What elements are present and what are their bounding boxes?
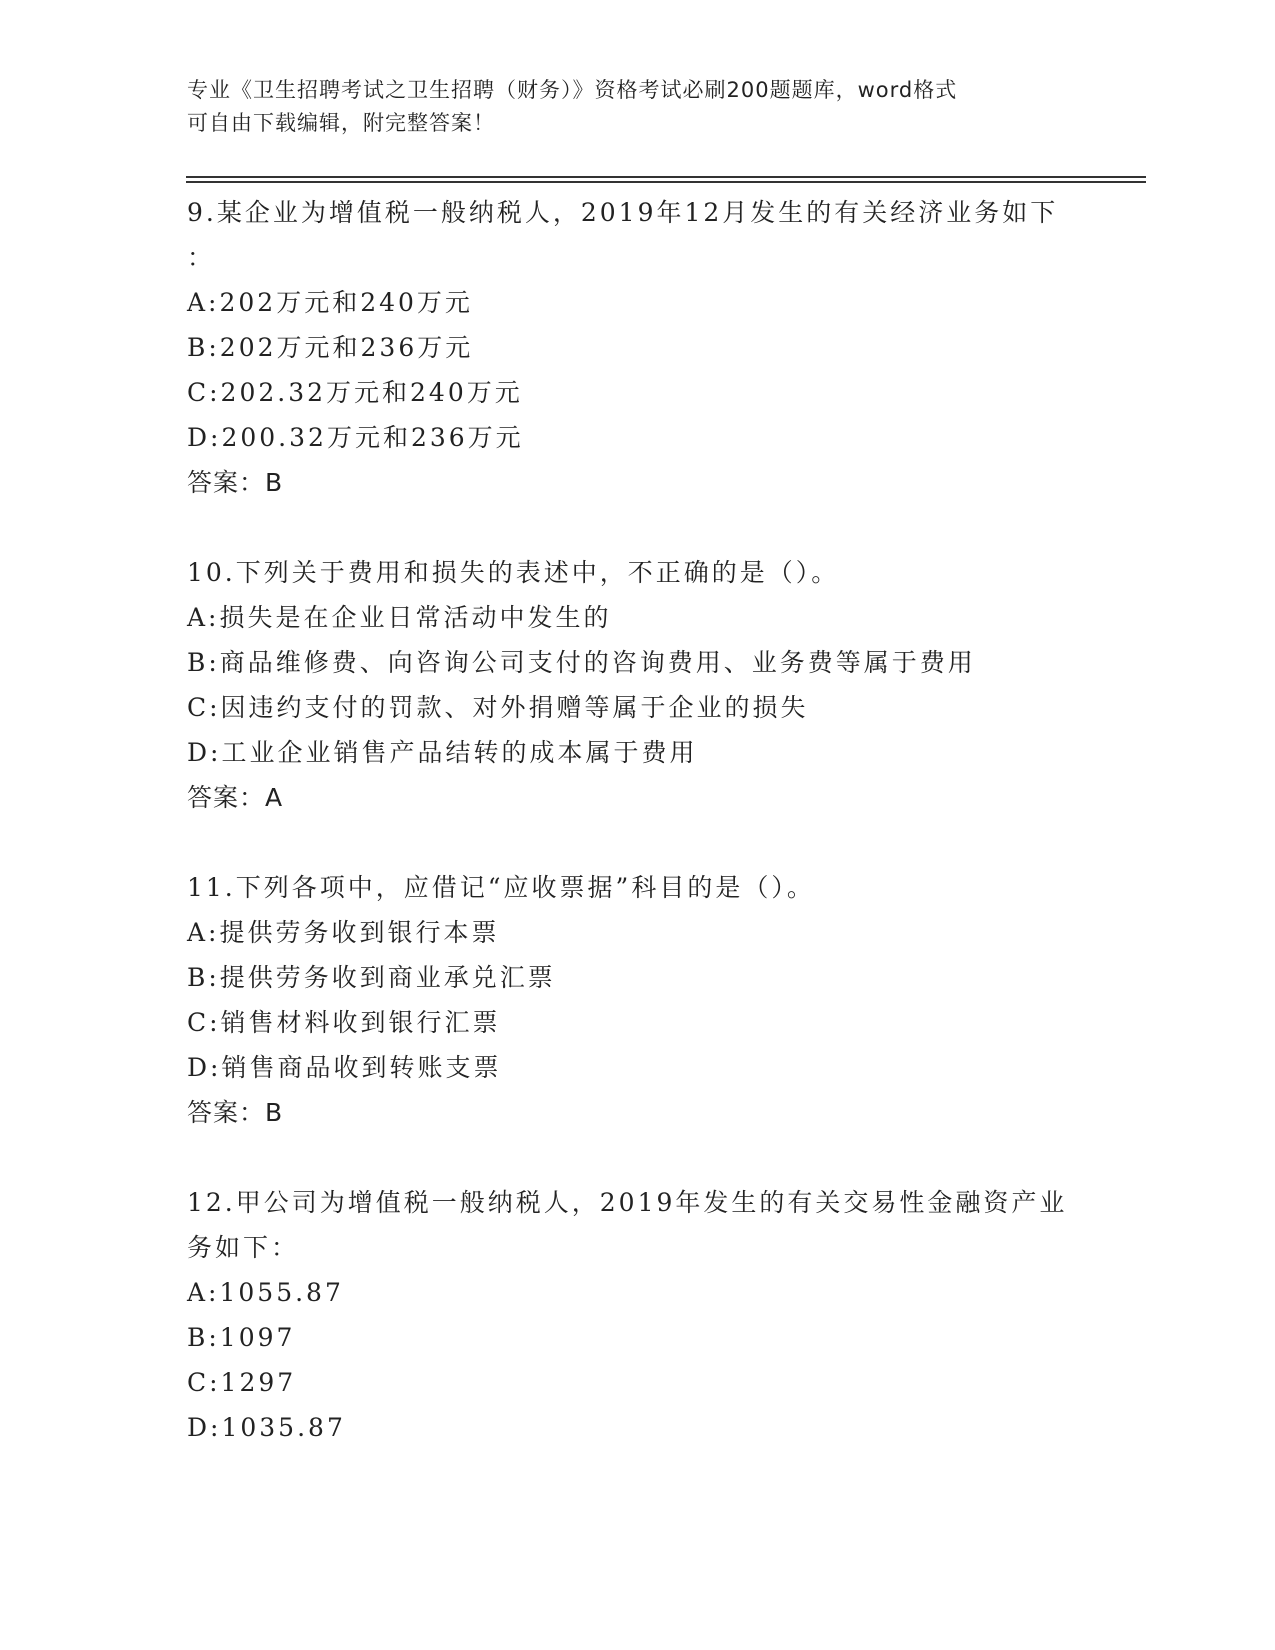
spacer	[187, 1135, 1087, 1180]
option-b: B:提供劳务收到商业承兑汇票	[187, 963, 556, 992]
option-c: C:销售材料收到银行汇票	[187, 1008, 501, 1037]
spacer	[187, 820, 1087, 865]
option-c: C:因违约支付的罚款、对外捐赠等属于企业的损失	[187, 693, 809, 722]
question-12	[187, 1180, 1087, 1450]
question-stem: 11.下列各项中，应借记“应收票据”科目的是（）。	[187, 873, 815, 902]
header-divider-top	[186, 176, 1146, 178]
option-d: D:1035.87	[187, 1413, 346, 1442]
question-stem: ：	[187, 243, 216, 272]
question-9	[187, 190, 1087, 505]
question-stem: 12.甲公司为增值税一般纳税人，2019年发生的有关交易性金融资产业	[187, 1188, 1068, 1217]
header-line-1: 专业《卫生招聘考试之卫生招聘（财务）》资格考试必刷200题题库，word格式	[187, 78, 958, 102]
option-b: B:202万元和236万元	[187, 333, 474, 362]
answer-label: 答案：B	[187, 468, 284, 497]
header-divider-bottom	[186, 181, 1146, 183]
option-a: A:1055.87	[187, 1278, 344, 1307]
option-c: C:202.32万元和240万元	[187, 378, 523, 407]
option-c: C:1297	[187, 1368, 297, 1397]
option-b: B:商品维修费、向咨询公司支付的咨询费用、业务费等属于费用	[187, 648, 976, 677]
question-11	[187, 865, 1087, 1135]
question-10	[187, 550, 1087, 820]
question-list	[187, 190, 1087, 1450]
option-d: D:工业企业销售产品结转的成本属于费用	[187, 738, 698, 767]
answer-label: 答案：B	[187, 1098, 284, 1127]
option-d: D:销售商品收到转账支票	[187, 1053, 502, 1082]
spacer	[187, 505, 1087, 550]
option-d: D:200.32万元和236万元	[187, 423, 524, 452]
document-header	[187, 74, 1067, 140]
option-a: A:损失是在企业日常活动中发生的	[187, 603, 612, 632]
question-stem: 10.下列关于费用和损失的表述中，不正确的是（）。	[187, 558, 840, 587]
option-b: B:1097	[187, 1323, 296, 1352]
header-line-2: 可自由下载编辑，附完整答案！	[187, 111, 495, 135]
question-stem: 务如下：	[187, 1233, 300, 1262]
question-stem: 9.某企业为增值税一般纳税人，2019年12月发生的有关经济业务如下	[187, 198, 1059, 227]
option-a: A:202万元和240万元	[187, 288, 473, 317]
option-a: A:提供劳务收到银行本票	[187, 918, 500, 947]
answer-label: 答案：A	[187, 783, 284, 812]
